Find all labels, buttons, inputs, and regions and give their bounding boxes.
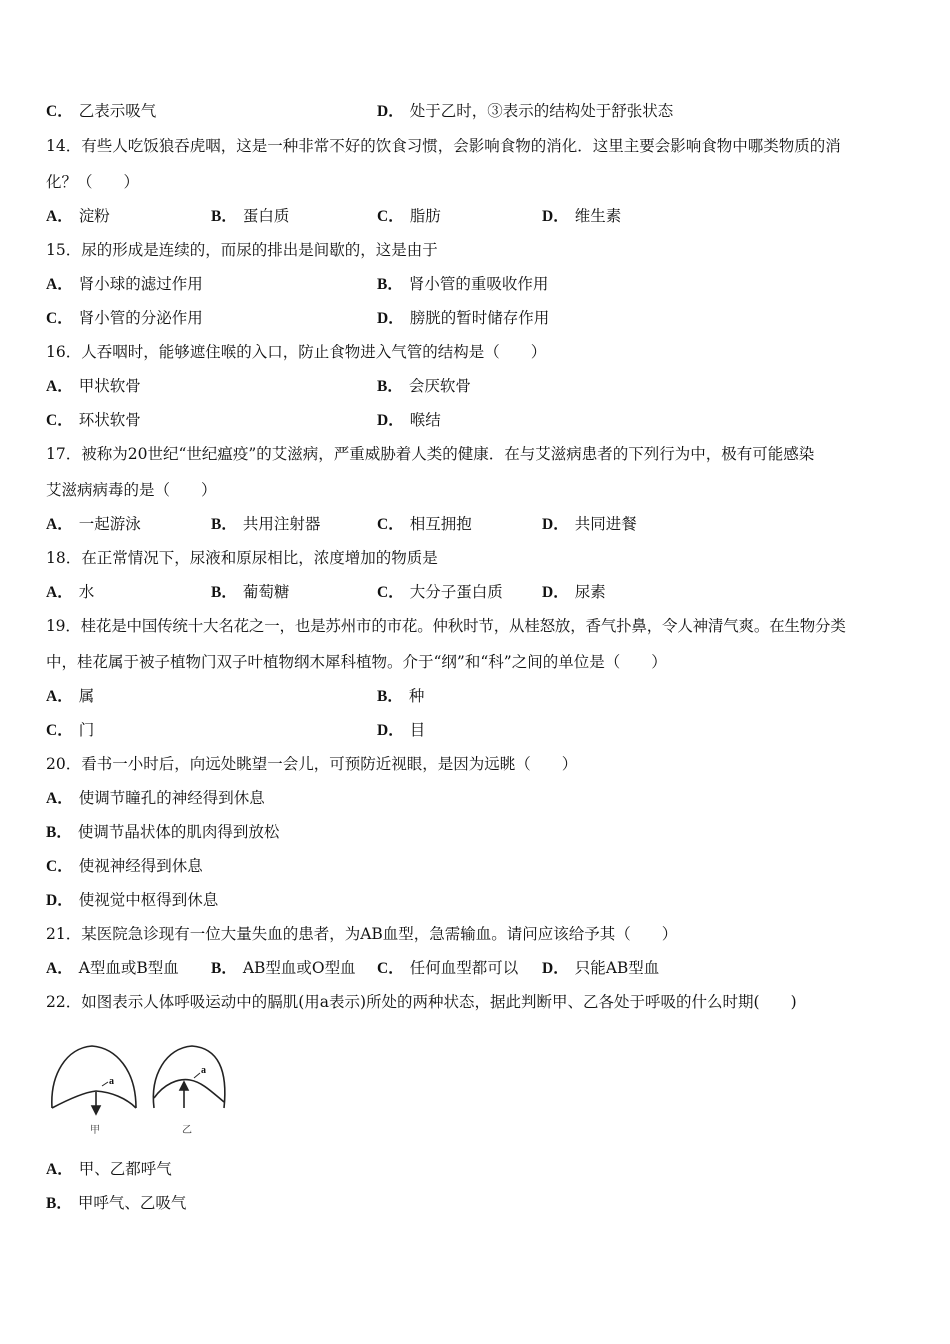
- q14-option-b[interactable]: [211, 206, 289, 227]
- right-up-arrow-head: [180, 1082, 188, 1090]
- q20-option-d[interactable]: [46, 890, 218, 911]
- q20-option-b[interactable]: [46, 822, 279, 843]
- option-text: 共用注射器: [242, 515, 321, 533]
- q20-option-c[interactable]: [46, 856, 203, 877]
- label-a-left: a: [109, 1076, 114, 1087]
- q16-option-c[interactable]: [46, 410, 141, 431]
- q19-option-c[interactable]: [46, 720, 94, 741]
- q17-option-c[interactable]: [377, 514, 472, 535]
- option-letter: A．: [46, 276, 73, 293]
- option-letter: C．: [377, 516, 404, 533]
- q14-stem-line1: 14．有些人吃饭狼吞虎咽，这是一种非常不好的饮食习惯，会影响食物的消化．这里主要会影响食物中哪类物质的消: [46, 137, 841, 155]
- option-text: 甲状软骨: [78, 377, 141, 395]
- option-letter: C．: [46, 858, 73, 875]
- q17-option-b[interactable]: [211, 514, 320, 535]
- option-text: 使调节瞳孔的神经得到休息: [78, 789, 265, 807]
- option-letter: D．: [377, 722, 404, 739]
- q16-option-a[interactable]: [46, 376, 141, 397]
- option-letter: B．: [46, 824, 72, 841]
- option-text: 共同进餐: [574, 515, 637, 533]
- q13-option-d[interactable]: [377, 101, 673, 122]
- option-letter: A．: [46, 584, 73, 601]
- q16-option-d[interactable]: [377, 410, 441, 431]
- q21-option-a[interactable]: [46, 958, 179, 979]
- option-letter: B．: [377, 276, 403, 293]
- option-text: 使视觉中枢得到休息: [78, 891, 219, 909]
- option-letter: B．: [211, 208, 237, 225]
- option-letter: D．: [542, 960, 569, 977]
- option-letter: C．: [377, 960, 404, 977]
- q15-option-a[interactable]: [46, 274, 203, 295]
- option-letter: A．: [46, 208, 73, 225]
- right-ribcage-outline: [153, 1046, 224, 1108]
- option-letter: C．: [377, 208, 404, 225]
- option-text: 相互拥抱: [409, 515, 472, 533]
- option-text: 目: [409, 721, 426, 739]
- label-jia: 甲: [90, 1125, 100, 1136]
- option-text: 一起游泳: [78, 515, 141, 533]
- option-letter: A．: [46, 378, 73, 395]
- q20-option-a[interactable]: [46, 788, 265, 809]
- option-text: 使视神经得到休息: [78, 857, 203, 875]
- option-letter: B．: [46, 1195, 72, 1212]
- option-text: 甲、乙都呼气: [78, 1160, 172, 1178]
- option-letter: B．: [211, 516, 237, 533]
- q17-stem-line2: 艾滋病病毒的是（ ）: [46, 481, 217, 499]
- q21-option-c[interactable]: [377, 958, 518, 979]
- option-letter: C．: [46, 412, 73, 429]
- q14-option-c[interactable]: [377, 206, 441, 227]
- q13-option-c[interactable]: [46, 101, 156, 122]
- option-text: 淀粉: [78, 207, 110, 225]
- q15-option-b[interactable]: [377, 274, 548, 295]
- option-letter: A．: [46, 1161, 73, 1178]
- option-text: 任何血型都可以: [409, 959, 519, 977]
- option-text: 环状软骨: [78, 411, 141, 429]
- option-letter: D．: [542, 584, 569, 601]
- option-letter: B．: [377, 688, 403, 705]
- q19-option-a[interactable]: [46, 686, 94, 707]
- option-text: 门: [78, 721, 95, 739]
- label-yi: 乙: [182, 1125, 192, 1136]
- option-letter: D．: [377, 310, 404, 327]
- option-letter: D．: [542, 208, 569, 225]
- q18-stem: 18．在正常情况下，尿液和原尿相比，浓度增加的物质是: [46, 549, 438, 567]
- q14-stem-line2: 化？（ ）: [46, 173, 140, 191]
- q18-option-a[interactable]: [46, 582, 94, 603]
- right-diaphragm-line: [154, 1080, 224, 1102]
- q21-stem: 21．某医院急诊现有一位大量失血的患者，为AB血型，急需输血。请问应该给予其（ ）: [46, 925, 678, 943]
- option-letter: C．: [46, 103, 73, 120]
- option-letter: A．: [46, 790, 73, 807]
- option-text: 水: [78, 583, 95, 601]
- option-letter: B．: [377, 378, 403, 395]
- option-letter: D．: [377, 103, 404, 120]
- q15-option-d[interactable]: [377, 308, 549, 329]
- q14-option-d[interactable]: [542, 206, 621, 227]
- diaphragm-diagram: [46, 1040, 236, 1140]
- q16-option-b[interactable]: [377, 376, 471, 397]
- q19-option-b[interactable]: [377, 686, 424, 707]
- q21-option-d[interactable]: [542, 958, 659, 979]
- option-text: 属: [78, 687, 95, 705]
- diagram-left-jia: [52, 1046, 136, 1114]
- option-text: 处于乙时，③表示的结构处于舒张状态: [409, 102, 674, 120]
- option-letter: C．: [46, 310, 73, 327]
- diagram-right-yi: [153, 1046, 224, 1108]
- q18-option-b[interactable]: [211, 582, 289, 603]
- option-text: 蛋白质: [242, 207, 290, 225]
- q18-option-d[interactable]: [542, 582, 606, 603]
- q16-stem: 16．人吞咽时，能够遮住喉的入口，防止食物进入气管的结构是（ ）: [46, 343, 547, 361]
- q22-option-b[interactable]: [46, 1193, 186, 1214]
- q19-option-d[interactable]: [377, 720, 425, 741]
- option-text: 维生素: [574, 207, 622, 225]
- option-text: 大分子蛋白质: [409, 583, 503, 601]
- option-text: 膀胱的暂时储存作用: [409, 309, 550, 327]
- option-text: 会厌软骨: [408, 377, 471, 395]
- left-down-arrow-head: [92, 1106, 100, 1114]
- option-letter: C．: [377, 584, 404, 601]
- option-text: A型血或B型血: [78, 959, 179, 977]
- option-text: 甲呼气、乙吸气: [77, 1194, 187, 1212]
- option-letter: A．: [46, 688, 73, 705]
- option-letter: D．: [46, 892, 73, 909]
- q18-option-c[interactable]: [377, 582, 503, 603]
- option-text: 肾小管的分泌作用: [78, 309, 203, 327]
- option-text: 种: [408, 687, 425, 705]
- option-letter: D．: [377, 412, 404, 429]
- option-text: 脂肪: [409, 207, 441, 225]
- option-text: 乙表示吸气: [78, 102, 157, 120]
- diaphragm-figure: [46, 1040, 236, 1140]
- option-text: AB型血或O型血: [242, 959, 356, 977]
- q22-stem: 22．如图表示人体呼吸运动中的膈肌(用a表示)所处的两种状态，据此判断甲、乙各处于呼吸的什么时期( ): [46, 993, 797, 1011]
- q14-option-a[interactable]: [46, 206, 110, 227]
- q15-stem: 15．尿的形成是连续的，而尿的排出是间歇的，这是由于: [46, 241, 438, 259]
- option-letter: B．: [211, 584, 237, 601]
- option-text: 肾小球的滤过作用: [78, 275, 203, 293]
- q21-option-b[interactable]: [211, 958, 356, 979]
- option-text: 葡萄糖: [242, 583, 290, 601]
- option-letter: C．: [46, 722, 73, 739]
- option-text: 尿素: [574, 583, 606, 601]
- q17-stem-line1: 17．被称为20世纪“世纪瘟疫”的艾滋病，严重威胁着人类的健康．在与艾滋病患者的下列行为中，极有可能感染: [46, 445, 815, 463]
- q19-stem-line2: 中，桂花属于被子植物门双子叶植物纲木犀科植物。介于“纲”和“科”之间的单位是（ ）: [46, 653, 667, 671]
- option-text: 喉结: [409, 411, 441, 429]
- q22-option-a[interactable]: [46, 1159, 172, 1180]
- option-letter: A．: [46, 960, 73, 977]
- q17-option-d[interactable]: [542, 514, 637, 535]
- q20-stem: 20．看书一小时后，向远处眺望一会儿，可预防近视眼，是因为远眺（ ）: [46, 755, 578, 773]
- q15-option-c[interactable]: [46, 308, 203, 329]
- option-letter: B．: [211, 960, 237, 977]
- q17-option-a[interactable]: [46, 514, 141, 535]
- option-text: 肾小管的重吸收作用: [408, 275, 549, 293]
- q19-stem-line1: 19．桂花是中国传统十大名花之一，也是苏州市的市花。仲秋时节，从桂怒放，香气扑鼻，令人神清气爽。在生物分类: [46, 617, 846, 635]
- option-text: 使调节晶状体的肌肉得到放松: [77, 823, 280, 841]
- option-letter: D．: [542, 516, 569, 533]
- option-text: 只能AB型血: [574, 959, 660, 977]
- label-a-right: a: [201, 1065, 206, 1076]
- option-letter: A．: [46, 516, 73, 533]
